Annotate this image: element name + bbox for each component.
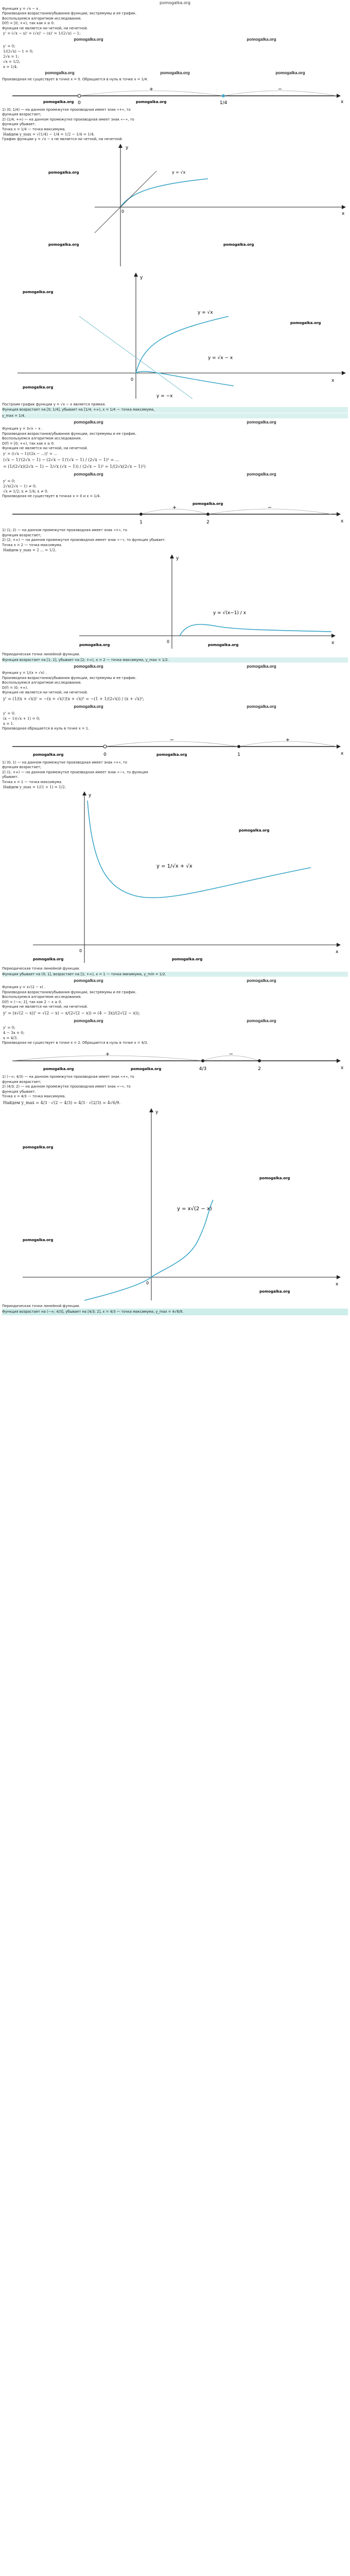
axis-label: x	[341, 99, 344, 105]
point-label: 0	[78, 100, 81, 106]
axis-label: y	[89, 793, 92, 799]
watermark: pomogalka.org	[172, 957, 203, 962]
watermark: pomogalka.org	[275, 71, 305, 76]
watermark: pomogalka.org	[45, 71, 75, 76]
text-line: Точка x = 4/3 — точка максимума.	[2, 1094, 66, 1099]
text-line: Периодическая точки линейной функции.	[2, 1303, 80, 1308]
number-line	[2, 499, 348, 528]
number-line	[2, 1045, 348, 1074]
answer-line: Функция убывает на (0; 1], возрастает на [1; +∞), x = 1 — точка минимума, y_min = 1/2.	[2, 972, 348, 977]
sign-plus: +	[172, 505, 177, 511]
formula: Найдем y_max = 4/3 · √(2 − 4/3) = 4/3 · √(2/3) = 4√6/9.	[3, 1100, 121, 1105]
formula: y' = ((√x − 1)/(2x − ...))' = ...	[3, 451, 58, 456]
answer-line: y_max = 1/4.	[2, 413, 348, 418]
text-line: 2) (1/4; +∞) — на данном промежутке производная имеет знак «−», то	[2, 117, 134, 122]
number-line	[2, 82, 348, 107]
axis-label: x	[342, 211, 345, 216]
text-line: функция убывает.	[2, 122, 36, 127]
point-label: 2	[258, 1066, 261, 1072]
watermark: pomogalka.org	[74, 978, 103, 984]
site-link[interactable]: pomogalka.org	[160, 1, 190, 5]
watermark: pomogalka.org	[33, 752, 64, 757]
text-line: Точка x = 1 — точка максимума.	[2, 779, 62, 784]
watermark: pomogalka.org	[43, 1067, 74, 1072]
formula: Найдем y_max = 2 ... = 1/2.	[3, 548, 57, 553]
text-line: Производная не существует в точках x = 0 и x = 1/4.	[2, 494, 101, 498]
axis-label: x	[336, 950, 339, 955]
section-2	[2, 402, 348, 426]
watermark: pomogalka.org	[23, 1238, 54, 1242]
text-line: Производная не существует в точке x = 2. Обращается в нуль в точке x = 4/3.	[2, 1040, 148, 1045]
axis-label: x	[341, 1065, 344, 1071]
function-label: y = −x	[156, 393, 173, 399]
text-line: функция убывает.	[2, 1089, 36, 1094]
watermark: pomogalka.org	[239, 828, 270, 833]
formula: = (1/(2√x)(2√x − 1) − 1/√x (√x − 1)) / (2√x − 1)² = 1/(2√x(2√x − 1)²)	[3, 464, 146, 469]
text-line: 1) (0; 1/4) — на данном промежутке производная имеет знак «+», то	[2, 107, 131, 112]
watermark: pomogalka.org	[156, 752, 187, 757]
formula: √x ≠ 1/2; x ≠ 1/4; x ≠ 0.	[3, 488, 48, 494]
watermark: pomogalka.org	[79, 643, 110, 648]
text-line: Производная возрастания/убывания функции, экстремумы и ее график.	[2, 11, 137, 16]
axis-label: x	[331, 640, 335, 646]
text-line: Построим график функции y = √x − x является прямая.	[2, 402, 106, 406]
text-line: Производная обращается в нуль в точке x = 1.	[2, 726, 90, 731]
text-line: функция возрастает;	[2, 765, 42, 770]
graph-7	[2, 1107, 348, 1303]
text-line: Функция не является ни четной, ни нечетной.	[2, 446, 88, 451]
formula: 2√x(2√x − 1) ≠ 0;	[3, 483, 37, 488]
watermark: pomogalka.org	[23, 385, 54, 389]
text-line: 2) (1; +∞) — на данном промежутке производная имеет знак «−», то функция	[2, 770, 148, 774]
formula: x = 1.	[3, 721, 14, 726]
function-label: y = √(x−1) / x	[213, 611, 247, 616]
formula: Найдем y_max = √(1/4) − 1/4 = 1/2 − 1/4 = 1/4.	[3, 132, 95, 137]
watermark: pomogalka.org	[208, 643, 239, 648]
axis-label: x	[341, 751, 344, 756]
axis-label: x	[331, 378, 335, 383]
text-line: Воспользуемся алгоритмом исследования.	[2, 681, 82, 685]
point-label: 0	[103, 752, 107, 757]
axis-label: y	[176, 556, 179, 562]
watermark: pomogalka.org	[131, 1067, 162, 1072]
watermark: pomogalka.org	[23, 290, 54, 294]
origin-label: 0	[146, 1280, 149, 1285]
sign-plus: +	[149, 86, 154, 92]
text-line: Периодическая точки линейной функции.	[2, 967, 80, 971]
watermark: pomogalka.org	[259, 1176, 290, 1180]
text-line: D(f) = (0; +∞).	[2, 685, 28, 690]
watermark: pomogalka.org	[74, 1018, 103, 1023]
graph-2	[2, 273, 348, 401]
section-1	[2, 7, 348, 401]
watermark: pomogalka.org	[48, 242, 79, 247]
origin-label: 0	[121, 209, 125, 214]
watermark: pomogalka.org	[23, 1145, 54, 1149]
text-line: 1) (−∞; 4/3) — на данном промежутке производная имеет знак «+», то	[2, 1075, 134, 1079]
text-line: функция возрастает;	[2, 112, 42, 117]
formula: 1/(2√x) − 1 = 0;	[3, 49, 33, 54]
text-line: 2) (2; +∞) — на данном промежутке производная имеет знак «−», то функция убывает.	[2, 538, 166, 543]
watermark: pomogalka.org	[74, 471, 103, 477]
axis-label: x	[336, 1281, 339, 1287]
formula: Найдем y_max = 1/(1 + 1) = 1/2.	[3, 785, 66, 790]
watermark: pomogalka.org	[33, 957, 64, 962]
watermark: pomogalka.org	[247, 37, 276, 42]
graph-3	[2, 553, 348, 651]
watermark: pomogalka.org	[223, 242, 254, 247]
text-line: Точка x = 1/4 — точка максимума.	[2, 127, 66, 131]
formula: y' = (x√(2 − x))' = √(2 − x) − x/(2√(2 − x)) = (4 − 3x)/(2√(2 − x));	[3, 1010, 140, 1015]
watermark: pomogalka.org	[247, 1018, 276, 1023]
text-line: Производная возрастания/убывания функции, экстремумы и ее график.	[2, 990, 137, 994]
origin-label: 0	[167, 639, 170, 645]
text-line: График функции y = √x − x не является ни четной, ни нечетной.	[2, 137, 123, 142]
point-label: 1	[237, 752, 240, 757]
formula: y' = 0;	[3, 44, 15, 49]
section-3	[2, 427, 348, 651]
sign-plus: +	[285, 737, 290, 743]
task-title: Функция y = x√(2 − x) .	[2, 985, 46, 990]
watermark: pomogalka.org	[74, 704, 103, 709]
point-label: 1	[139, 520, 143, 526]
formula: (x − 1)(√x + 1) = 0;	[3, 716, 40, 721]
number-line	[2, 731, 348, 760]
point-label: 4/3	[199, 1066, 207, 1072]
text-line: Производная не существует в точке x = 0. Обращается в нуль в точке x = 1/4.	[2, 77, 148, 82]
axis-label: y	[155, 1109, 159, 1115]
text-line: Производная возрастания/убывания функции, экстремумы и ее график.	[2, 431, 137, 436]
watermark: pomogalka.org	[43, 99, 74, 104]
formula: y' = (1/(x + √x))' = −(x + √x)'/(x + √x)² = −(1 + 1/(2√x)) / (x + √x)²;	[3, 696, 144, 701]
text-line: Точка x = 2 — точка максимума.	[2, 543, 62, 547]
text-line: Воспользуемся алгоритмом исследования.	[2, 436, 82, 441]
sign-minus: −	[169, 737, 174, 743]
axis-label: y	[140, 275, 143, 280]
function-label: y = √x	[198, 310, 213, 315]
text-line: Воспользуемся алгоритмом исследования.	[2, 995, 82, 999]
section-4	[2, 652, 348, 670]
section-7	[2, 985, 348, 1302]
formula: y' = 0;	[3, 710, 15, 716]
watermark: pomogalka.org	[74, 664, 103, 669]
text-line: 1) (0; 1) — на данном промежутке производная имеет знак «+», то	[2, 760, 128, 765]
formula: x = 1/4.	[3, 64, 18, 70]
watermark: pomogalka.org	[136, 99, 167, 104]
formula: 2√x = 1;	[3, 54, 19, 59]
watermark: pomogalka.org	[74, 37, 103, 42]
section-6	[2, 967, 348, 985]
text-line: функция возрастает;	[2, 1079, 42, 1084]
function-label: y = √x − x	[208, 355, 233, 361]
text-line: Воспользуемся алгоритмом исследования.	[2, 16, 82, 21]
formula: y' = 0;	[3, 1025, 15, 1030]
text-line: функция возрастает;	[2, 533, 42, 537]
sign-minus: −	[267, 505, 272, 511]
sign-minus: −	[229, 1052, 234, 1058]
text-line: Функция не является ни четной, ни нечетной.	[2, 690, 88, 695]
text-line: Периодическая точки линейной функции.	[2, 652, 80, 657]
point-label: 2	[206, 520, 209, 526]
formula: √x = 1/2;	[3, 59, 21, 64]
text-line: Функция не является ни четной, ни нечетной.	[2, 1005, 88, 1009]
watermark: pomogalka.org	[247, 471, 276, 477]
point-label: 1/4	[219, 100, 227, 106]
answer-line: Функция возрастает на [1; 2], убывает на [2; +∞), x = 2 — точка максимума, y_max = 1/2.	[2, 657, 348, 663]
formula: 4 − 3x = 0;	[3, 1030, 25, 1035]
graph-5	[2, 790, 348, 965]
watermark: pomogalka.org	[247, 420, 276, 425]
text-line: D(f) = [0; +∞), так как x ≥ 0.	[2, 441, 55, 446]
sign-plus: +	[105, 1052, 110, 1058]
text-line: 1) (1; 2) — на данном промежутке производная имеет знак «+», то	[2, 528, 128, 533]
watermark: pomogalka.org	[259, 1289, 290, 1294]
watermark: pomogalka.org	[160, 71, 190, 76]
formula: y' = 0;	[3, 478, 15, 483]
watermark: pomogalka.org	[48, 170, 79, 175]
answer-line: Функция возрастает на (−∞; 4/3], убывает на [4/3; 2], x = 4/3 — точка максимума, y_max = 4√6/9.	[2, 1309, 348, 1315]
text-line: 2) (4/3; 2) — на данном промежутке производная имеет знак «−», то	[2, 1084, 131, 1089]
origin-label: 0	[79, 948, 82, 954]
sign-minus: −	[277, 86, 283, 92]
task-title: Функция y = √x − x .	[2, 7, 41, 11]
task-title: Функция y = 3√x − x .	[2, 427, 43, 431]
section-5	[2, 671, 348, 965]
function-label: y = 1/√x + √x	[156, 863, 192, 870]
function-label: y = x√(2 − x)	[177, 1206, 212, 1212]
watermark: pomogalka.org	[290, 320, 321, 325]
watermark: pomogalka.org	[247, 664, 276, 669]
watermark: pomogalka.org	[74, 420, 103, 425]
text-line: Функция не является ни четной, ни нечетной.	[2, 26, 88, 30]
formula: x = 4/3.	[3, 1035, 18, 1040]
text-line: Производная возрастания/убывания функции, экстремумы и ее график.	[2, 675, 137, 680]
watermark: pomogalka.org	[247, 978, 276, 984]
formula: (√x − 1)'(2√x − 1) − (2√x − 1)'(√x − 1) / (2√x − 1)² = ...	[3, 457, 119, 462]
formula: y' = (√x − x)' = (√x)' − (x)' = 1/(2√x) − 1;	[3, 31, 81, 36]
watermark: pomogalka.org	[247, 704, 276, 709]
origin-label: 0	[131, 377, 134, 382]
graph-1	[2, 143, 348, 272]
axis-label: x	[341, 519, 344, 524]
watermark: pomogalka.org	[192, 502, 223, 506]
function-label: y = √x	[172, 170, 186, 175]
task-title: Функция y = 1/(x + √x) .	[2, 671, 47, 675]
axis-label: y	[126, 145, 129, 150]
text-line: D(f) = [0; +∞), так как x ≥ 0.	[2, 21, 55, 26]
answer-line: Функция возрастает на [0; 1/4], убывает на [1/4; +∞), x = 1/4 — точка максимума,	[2, 407, 348, 412]
section-8	[2, 1304, 348, 1315]
text-line: D(f) = (−∞; 2], так как 2 − x ≥ 0.	[2, 999, 62, 1004]
text-line: убывает.	[2, 775, 19, 779]
